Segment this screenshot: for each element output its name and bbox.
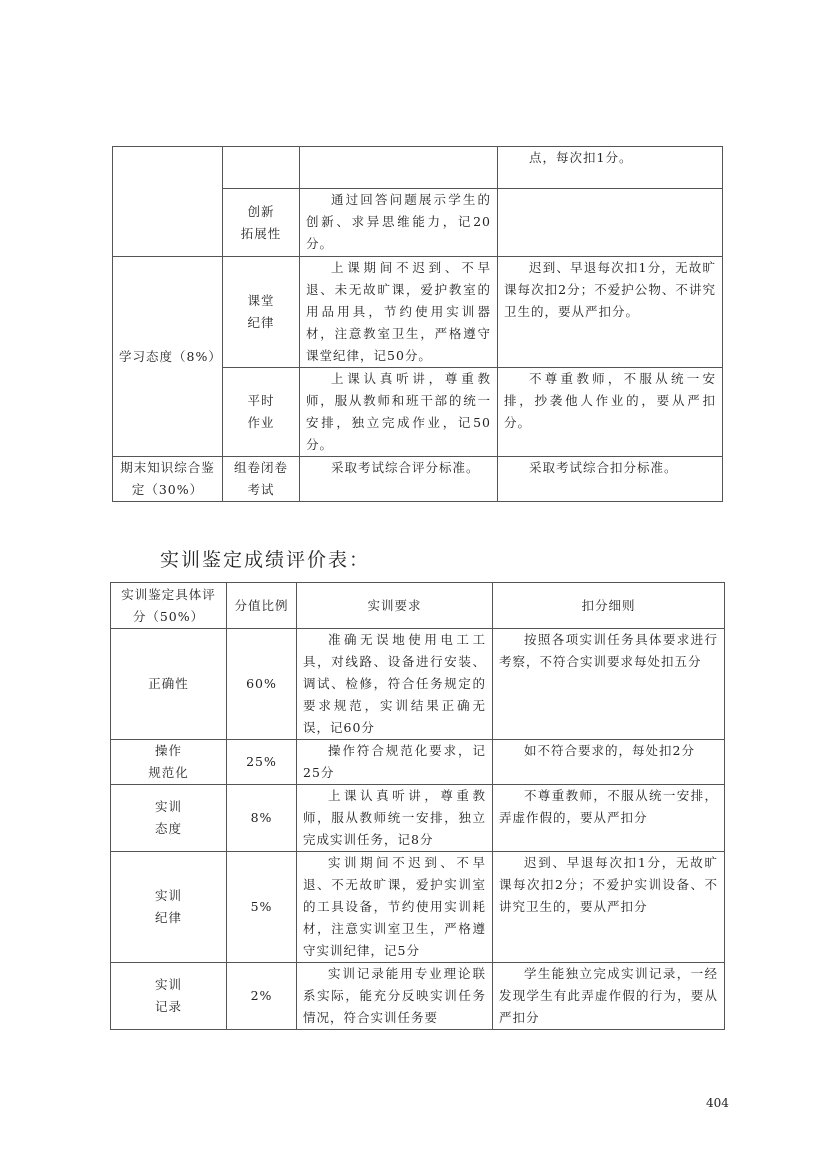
sub-cell: 课堂 纪律 bbox=[223, 257, 300, 368]
ratio-cell: 60% bbox=[227, 629, 297, 740]
deduction-cell: 迟到、早退每次扣1分，无故旷课每次扣2分；不爱护实训设备、不讲究卫生的，要从严扣分 bbox=[493, 852, 725, 963]
item-cell: 操作 规范化 bbox=[111, 740, 227, 785]
table-row bbox=[111, 629, 725, 740]
table-row bbox=[113, 257, 723, 368]
sub-cell: 平时 作业 bbox=[223, 368, 300, 457]
sub-cell: 创新 拓展性 bbox=[223, 189, 300, 257]
deduction-cell: 按照各项实训任务具体要求进行考察，不符合实训要求每处扣五分 bbox=[493, 629, 725, 740]
deduction-cell: 如不符合要求的，每处扣2分 bbox=[493, 740, 725, 785]
deduction-cell: 采取考试综合扣分标准。 bbox=[498, 457, 723, 502]
requirement-cell: 采取考试综合评分标准。 bbox=[300, 457, 498, 502]
header-cell: 实训鉴定具体评分（50%） bbox=[111, 583, 227, 629]
deduction-cell: 点，每次扣1分。 bbox=[498, 147, 723, 189]
table-row bbox=[111, 785, 725, 852]
header-cell: 分值比例 bbox=[227, 583, 297, 629]
header-cell: 扣分细则 bbox=[493, 583, 725, 629]
table-row bbox=[113, 147, 723, 189]
requirement-cell: 通过回答问题展示学生的创新、求异思维能力，记20分。 bbox=[300, 189, 498, 257]
ratio-cell: 5% bbox=[227, 852, 297, 963]
table-1 bbox=[112, 146, 723, 502]
requirement-cell: 操作符合规范化要求，记25分 bbox=[297, 740, 493, 785]
ratio-cell: 8% bbox=[227, 785, 297, 852]
ratio-cell: 2% bbox=[227, 963, 297, 1030]
table-2 bbox=[110, 582, 725, 1030]
item-cell: 正确性 bbox=[111, 629, 227, 740]
sub-cell: 组卷闭卷考试 bbox=[223, 457, 300, 502]
item-cell: 实训 纪律 bbox=[111, 852, 227, 963]
ratio-cell: 25% bbox=[227, 740, 297, 785]
requirement-cell: 实训期间不迟到、不早退、不无故旷课，爱护实训室的工具设备，节约使用实训耗材，注意实训室卫生，严格遵守实训纪律，记5分 bbox=[297, 852, 493, 963]
table-row bbox=[111, 740, 725, 785]
table-header-row bbox=[111, 583, 725, 629]
table-row bbox=[113, 457, 723, 502]
deduction-cell: 不尊重教师，不服从统一安排，抄袭他人作业的，要从严扣分。 bbox=[498, 368, 723, 457]
sub-cell bbox=[223, 147, 300, 189]
table-row bbox=[111, 963, 725, 1030]
page-number: 404 bbox=[706, 1096, 729, 1110]
deduction-cell bbox=[498, 189, 723, 257]
requirement-cell bbox=[300, 147, 498, 189]
requirement-cell: 准确无误地使用电工工具，对线路、设备进行安装、调试、检修，符合任务规定的要求规范，实训结果正确无误，记60分 bbox=[297, 629, 493, 740]
category-cell bbox=[113, 147, 223, 257]
requirement-cell: 实训记录能用专业理论联系实际，能充分反映实训任务情况，符合实训任务要 bbox=[297, 963, 493, 1030]
requirement-cell: 上课认真听讲，尊重教师，服从教师和班干部的统一安排，独立完成作业，记50分。 bbox=[300, 368, 498, 457]
requirement-cell: 上课期间不迟到、不早退、未无故旷课，爱护教室的用品用具，节约使用实训器材，注意教室卫生，严格遵守课堂纪律，记50分。 bbox=[300, 257, 498, 368]
section-heading: 实训鉴定成绩评价表： bbox=[160, 549, 371, 571]
deduction-cell: 学生能独立完成实训记录，一经发现学生有此弄虚作假的行为，要从严扣分 bbox=[493, 963, 725, 1030]
item-cell: 实训 态度 bbox=[111, 785, 227, 852]
deduction-cell: 不尊重教师，不服从统一安排，弄虚作假的，要从严扣分 bbox=[493, 785, 725, 852]
category-cell: 期末知识综合鉴定（30%） bbox=[113, 457, 223, 502]
table-row bbox=[111, 852, 725, 963]
requirement-cell: 上课认真听讲，尊重教师，服从教师统一安排，独立完成实训任务，记8分 bbox=[297, 785, 493, 852]
item-cell: 实训 记录 bbox=[111, 963, 227, 1030]
header-cell: 实训要求 bbox=[297, 583, 493, 629]
category-cell: 学习态度（8%） bbox=[113, 257, 223, 457]
deduction-cell: 迟到、早退每次扣1分，无故旷课每次扣2分；不爱护公物、不讲究卫生的，要从严扣分。 bbox=[498, 257, 723, 368]
